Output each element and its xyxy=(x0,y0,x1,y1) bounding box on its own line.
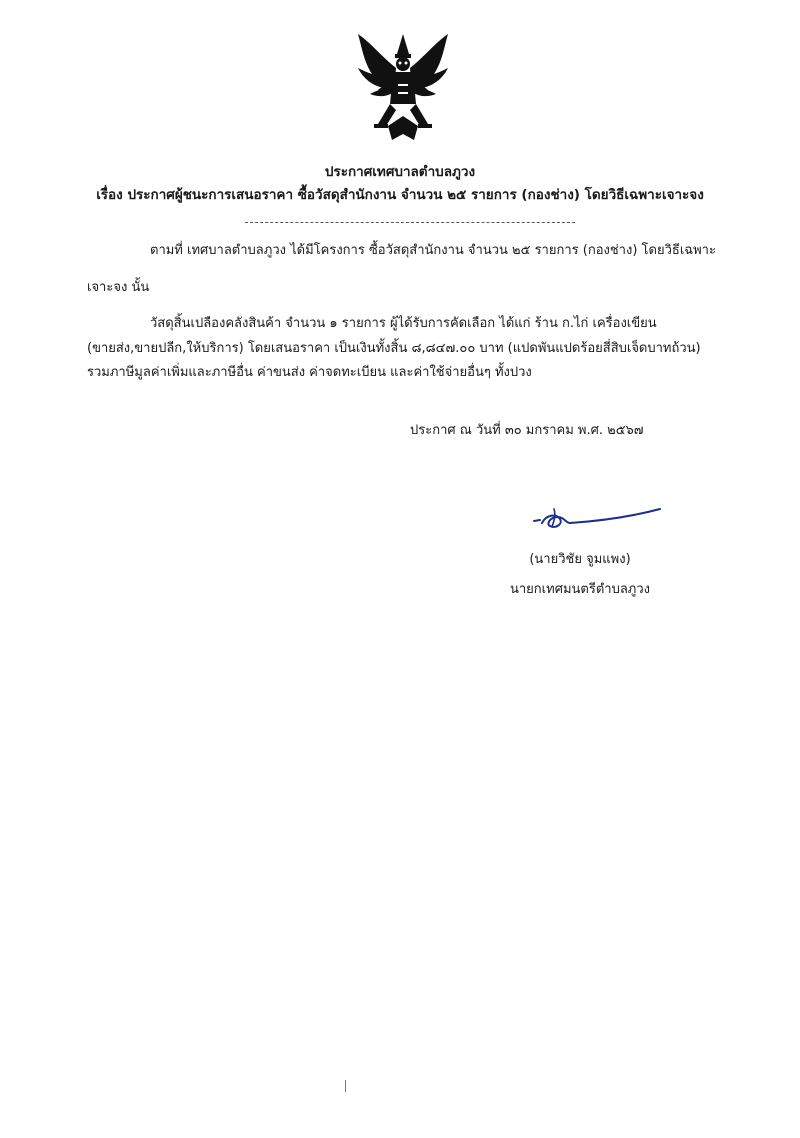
paragraph-1-line-2: เจาะจง นั้น xyxy=(87,280,150,295)
organization-title: ประกาศเทศบาลตำบลภูวง xyxy=(324,164,476,180)
signatory-name: (นายวิชัย จูมแพง) xyxy=(529,552,631,567)
subject-title: เรื่อง ประกาศผู้ชนะการเสนอราคา ซื้อวัสดุสำนักงาน จำนวน ๒๕ รายการ (กองช่าง) โดยวิธีเฉพาะเจาะจง xyxy=(96,187,704,203)
garuda-emblem-icon xyxy=(348,28,458,148)
signatory-position: นายกเทศมนตรีตำบลภูวง xyxy=(510,582,650,597)
separator-line xyxy=(245,222,575,223)
paragraph-2-line-1: วัสดุสิ้นเปลืองคลังสินค้า จำนวน ๑ รายการ ผู้ได้รับการคัดเลือก ได้แก่ ร้าน ก.ไก่ เครื่องเขียน xyxy=(150,316,657,331)
announcement-date: ประกาศ ณ วันที่ ๓๐ มกราคม พ.ศ. ๒๕๖๗ xyxy=(410,423,644,438)
signature-icon xyxy=(530,505,665,535)
paragraph-2-line-3: รวมภาษีมูลค่าเพิ่มและภาษีอื่น ค่าขนส่ง ค่าจดทะเบียน และค่าใช้จ่ายอื่นๆ ทั้งปวง xyxy=(87,365,532,380)
paragraph-1-line-1: ตามที่ เทศบาลตำบลภูวง ได้มีโครงการ ซื้อวัสดุสำนักงาน จำนวน ๒๕ รายการ (กองช่าง) โดยวิธีเฉพาะ xyxy=(150,243,716,258)
paragraph-2-line-2: (ขายส่ง,ขายปลีก,ให้บริการ) โดยเสนอราคา เป็นเงินทั้งสิ้น ๘,๘๔๗.๐๐ บาท (แปดพันแปดร้อยสี่สิบเจ็ดบาทถ้วน) xyxy=(87,341,701,356)
scan-mark xyxy=(345,1080,350,1092)
